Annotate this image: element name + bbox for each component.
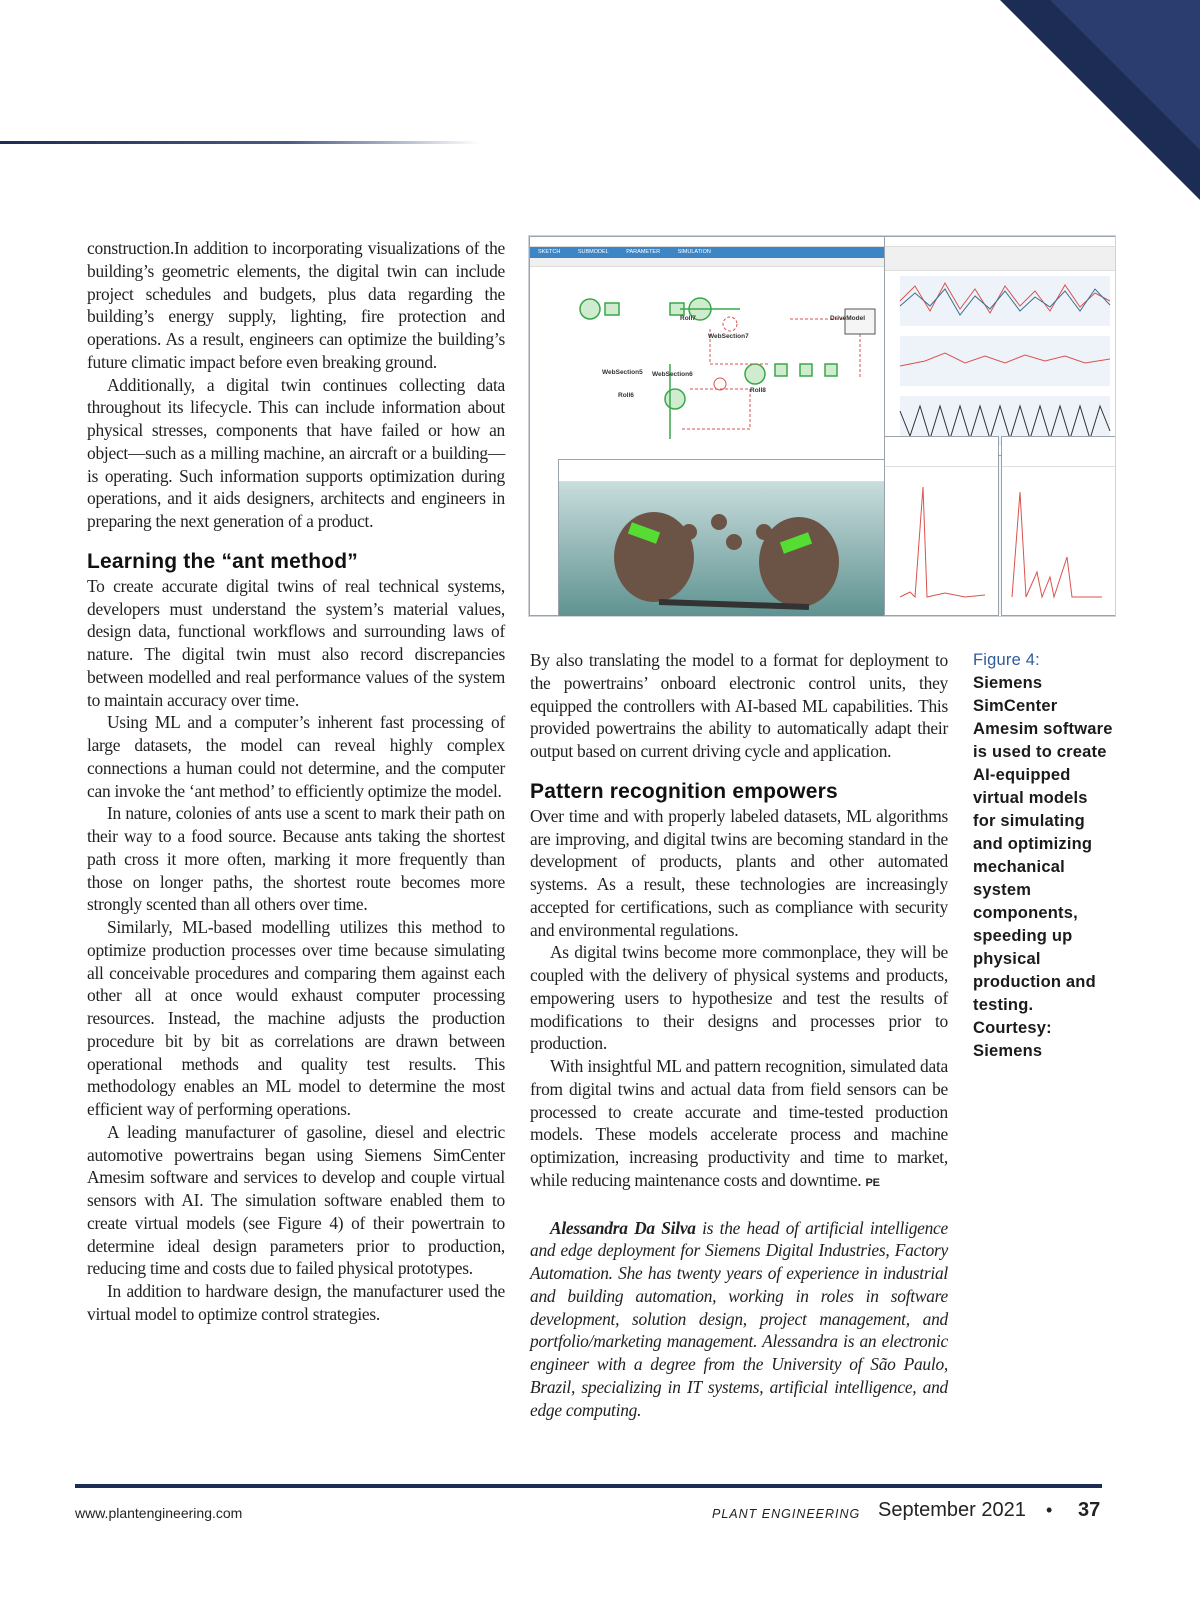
paragraph: Additionally, a digital twin continues collecting data throughout its lifecycle. This can include information about physical stresses, components that have failed or how an object—such as a milling machine, an aircraft or a building—is operating. Such information supports optimization during operations, and it aids designers, architects and engineers in preparing the next generation of a product. [87,374,505,531]
paragraph: In nature, colonies of ants use a scent to mark their path on their way to a food source. Because ants taking the shortest path cross it more often, marking it more frequently than those on longer paths, the shortest route becomes more strongly scented than all others over time. [87,803,505,915]
toolbar [530,258,888,267]
window-titlebar [885,237,1115,247]
paragraph: Over time and with properly labeled datasets, ML algorithms are improving, and digital twins are becoming standard in the development of products, plants and other automated systems. As a result, these technologies are increasingly accepted for certifications, such as compliance with security and environmental regulations. [530,805,948,940]
amesim-main-window [529,236,889,616]
footer-date: September 2021 [878,1499,1026,1521]
diagram-label: Roll8 [750,387,766,394]
3d-rollers-view [559,482,889,616]
middle-column [530,649,948,1421]
diagram-label: Roll6 [618,392,634,399]
tab-parameter: PARAMETER [626,249,661,255]
paragraph: construction.In addition to incorporating visualizations of the building’s geometric elements, the digital twin can include project schedules and budgets, plus data regarding the building’s energy supply, lighting, fire protection and operations. As a result, engineers can optimize the building’s future climatic impact before even breaking ground. [87,238,505,372]
paragraph: Using ML and a computer’s inherent fast processing of large datasets, the model can reveal highly complex connections a human could not determine, and the computer can invoke the ‘ant method’ to efficiently optimize the model. [87,712,505,801]
footer-bullet: • [1046,1500,1053,1520]
paragraph: As digital twins become more commonplace, they will be coupled with the delivery of physical systems and products, empowering users to hypothesize and test the results of modifications to their designs and processes prior to production. [530,942,948,1054]
header-rule [0,141,480,144]
corner-decoration-inner [1050,0,1200,150]
fft-plot-1 [884,436,999,616]
window-titlebar [530,237,888,247]
diagram-label: WebSection7 [708,333,749,340]
end-mark-logo: PE [865,1176,880,1189]
paragraph: A leading manufacturer of gasoline, diesel and electric automotive powertrains began using Siemens SimCenter Amesim software and services to develop and couple virtual sensors with AI. The simulation software enabled them to create virtual models (see Figure 4) of their powertrain to determine ideal design parameters prior to production, reducing time and costs due to failed physical prototypes. [87,1121,505,1279]
section-heading: Pattern recognition empowers [530,779,838,803]
tab-submodel: SUBMODEL [577,249,609,255]
footer-url[interactable]: www.plantengineering.com [75,1505,243,1521]
diagram-label: Roll7 [680,315,696,322]
paragraph: In addition to hardware design, the manufacturer used the virtual model to optimize control strategies. [87,1281,505,1324]
plot-window [884,236,1116,456]
author-bio-text: is the head of artificial intelligence and edge deployment for Siemens Digital Industries, Factory Automation. She has twenty years of experience in industrial and building automation, working in roles in software development, solution design, project management, and portfolio/marketing management. Alessandra is an electronic engineer with a degree from the University of São Paulo, Brazil, specializing in IT systems, artificial intelligence, and edge computing. [530,1217,948,1420]
fft-chart [885,467,1000,615]
page-number: 37 [1078,1499,1101,1521]
sketch-diagram [530,269,890,469]
paragraph: Similarly, ML-based modelling utilizes this method to optimize production processes over time because simulating all conceivable procedures and comparing them against each other all at once would exhaust computer processing resources. Instead, the machine adjusts the production procedure bit by bit as correlations are drawn between operational methods and quality test results. This methodology enables an ML model to determine the most efficient way of performing operations. [87,917,505,1119]
tab-sketch: SKETCH [538,249,561,255]
paragraph: By also translating the model to a format for deployment to the powertrains’ onboard electronic control units, they equipped the controllers with AI-based ML capabilities. This provided powertrains the ability to automatically adapt their output based on current driving cycle and application. [530,650,948,761]
ribbon-tabs [530,247,888,258]
paragraph: To create accurate digital twins of real technical systems, developers must understand the system’s material values, design data, functional workflows and surrounding laws of nature. The digital twin must also record discrepancies between modelled and real performance values of the system to maintain accuracy over time. [87,575,505,710]
left-column [87,237,505,1326]
window-titlebar [1002,437,1115,467]
figure-caption [973,649,1113,1063]
fft-chart [1002,467,1116,615]
paragraph: With insightful ML and pattern recognition, simulated data from digital twins and actual data from field sensors can be processed to create accurate and time-tested production models. These models accelerate process and machine optimization, increasing productivity and time to market, while reducing maintenance costs and downtime. [530,1056,948,1190]
figure-4-screenshot [528,235,1116,617]
tab-simulation: SIMULATION [677,249,711,255]
plot-toolbar [885,247,1115,271]
author-name: Alessandra Da Silva [550,1217,696,1238]
diagram-label: DriveModel [830,315,866,322]
author-bio [530,1217,948,1422]
diagram-label: WebSection5 [602,369,643,376]
caption-text: Siemens SimCenter Amesim software is used to create AI-equipped virtual models for simulating and optimizing mechanical system components, speeding up physical production and testing. Courtesy: Siemens [973,674,1113,1060]
fft-plot-2 [1001,436,1116,616]
3d-view-window [558,459,888,615]
section-heading: Learning the “ant method” [87,549,359,573]
diagram-label: WebSection6 [652,371,693,378]
figure-label: Figure 4: [973,651,1040,669]
window-titlebar [885,437,998,467]
footer-rule [75,1484,1102,1488]
time-plots [885,271,1116,456]
footer-magazine: PLANT ENGINEERING [712,1507,861,1521]
window-titlebar [559,460,887,482]
